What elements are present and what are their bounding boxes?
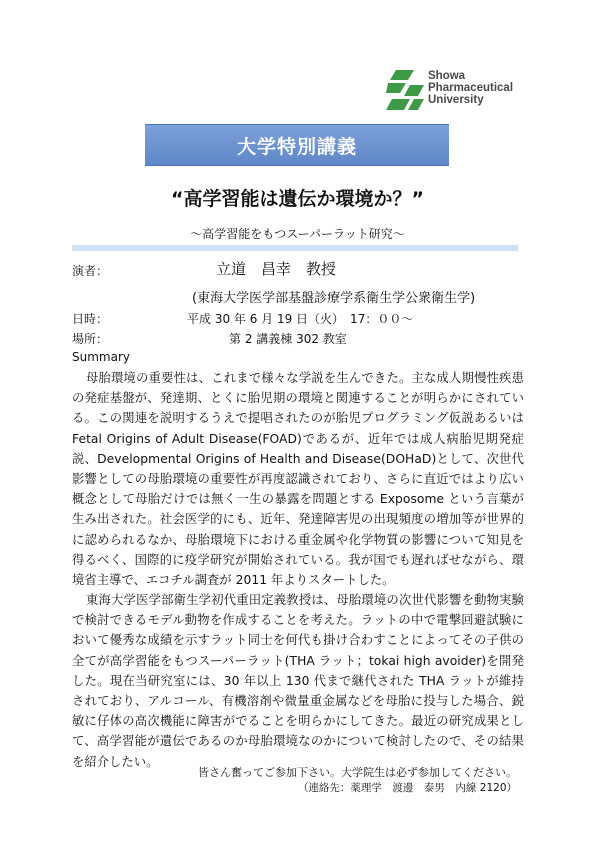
lecture-type-banner bbox=[145, 124, 449, 166]
place-label: 場所： bbox=[72, 332, 109, 346]
logo-line-2: Pharmaceutical bbox=[428, 82, 514, 94]
speaker-affiliation: (東海大学医学部基盤診療学系衛生学公衆衛生学) bbox=[192, 291, 476, 306]
lecture-title: “高学習能は遺伝か環境か？” bbox=[171, 188, 424, 210]
banner-label: 大学特別講義 bbox=[236, 135, 357, 158]
summary-paragraph-1: 母胎環境の重要性は、これまで様々な学説を生んできた。主な成人期慢性疾患の発症基盤が、発達期、とくに胎児期の環境と関連することが明らかにされている。この関連を説明するうえで提唱されたのが胎児プログラミング仮説あるいは Fetal Origins of Adult Disease(FOAD)であるが、近年では成人病胎児期発症説、Developmental Origins of Health and Disease(DOHaD)として、次世代影響としての母胎環境の重要性が再度認識されており、さらに直近ではより広い概念として母胎だけでは無く一生の暴露を問題とする Exposome という言葉が生み出された。社会医学的にも、近年、発達障害児の出現頻度の増加等が世界的に認められるなか、母胎環境下における重金属や化学物質の影響について知見を得るべく、国際的に疫学研究が開始されている。我が国でも遅ればせながら、環境省主導で、エコチル調査が 2011 年よりスタートした。 bbox=[72, 371, 524, 588]
datetime-label: 日時： bbox=[72, 312, 109, 326]
summary-paragraph-2: 東海大学医学部衛生学初代重田定義教授は、母胎環境の次世代影響を動物実験で検討できるモデル動物を作成することを考えた。ラットの中で電撃回避試験において優秀な成績を示すラット同士を何代も掛け合わすことによってその子供の全てが高学習能をもつスーパーラット(THA ラット；tokai high avoider)を開発した。現在当研究室には、30 年以上 130 代まで継代された THA ラットが維持されており、アルコール、有機溶剤や微量重金属などを母胎に投与した場合、鋭敏に仔体の高次機能に障害がでることを明らかにしてきた。最近の研究成果として、高学習能が遺伝であるのか母胎環境なのかについて検討したので、その結果を紹介したい。 bbox=[72, 593, 524, 769]
footer-invitation: 皆さん奮ってご参加下さい。大学院生は必ず参加してください。 bbox=[198, 766, 517, 779]
place-value: 第 2 講義棟 302 教室 bbox=[229, 332, 347, 346]
speaker-label: 演者： bbox=[72, 264, 109, 278]
logo-line-1: Showa bbox=[428, 70, 466, 82]
lecture-subtitle: 〜高学習能をもつスーパーラット研究〜 bbox=[190, 227, 405, 241]
university-logo-text bbox=[428, 70, 538, 106]
datetime-value: 平成 30 年 6 月 19 日（火） 17：００〜 bbox=[187, 312, 414, 326]
logo-line-3: University bbox=[428, 94, 484, 106]
university-logo-mark-icon bbox=[386, 70, 424, 110]
footer-contact: （連絡先：薬理学 渡邊 泰男 内線 2120） bbox=[297, 782, 517, 794]
header-divider bbox=[72, 245, 518, 251]
university-logo bbox=[386, 68, 536, 112]
speaker-name: 立道 昌幸 教授 bbox=[216, 260, 337, 278]
summary-label: Summary bbox=[72, 350, 130, 364]
